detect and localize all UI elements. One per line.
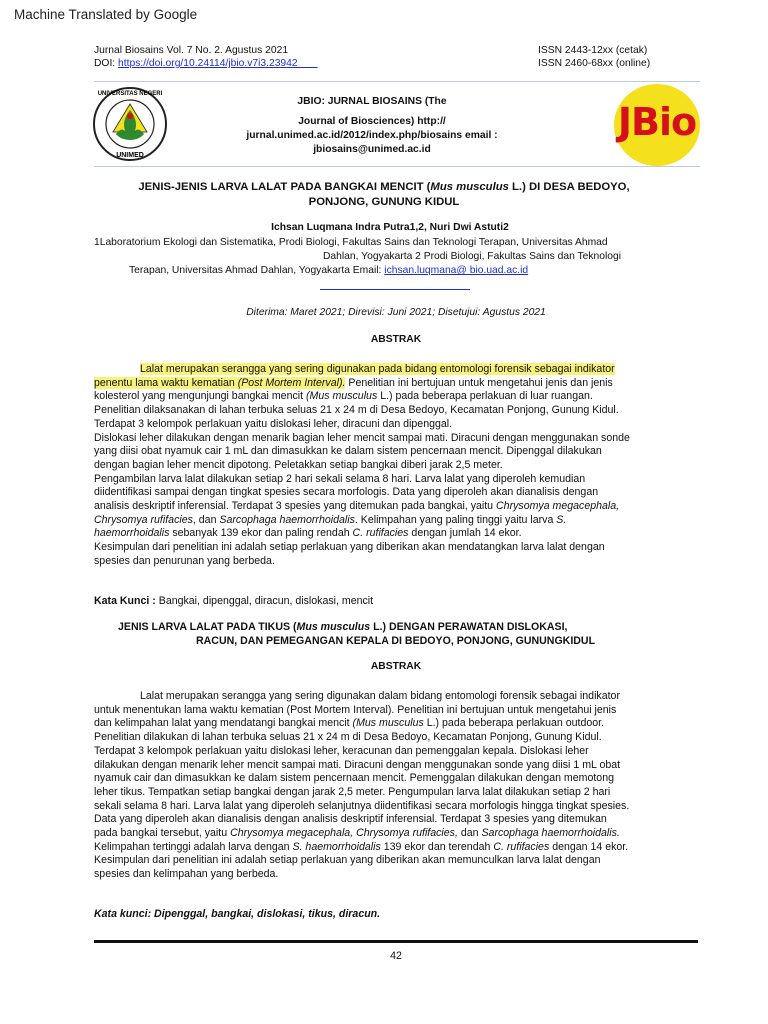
journal-citation: Jurnal Biosains Vol. 7 No. 2. Agustus 2021 [94,45,289,56]
abstract-heading-2: ABSTRAK [370,661,422,672]
abstract-line: Lalat merupakan serangga yang sering digunakan pada bidang entomologi forensik sebagai indikator [140,363,615,375]
abstract-body-1 [94,363,714,569]
title-part: L.) DENGAN PERAWATAN DISLOKASI, [370,621,568,633]
unimed-ring-text-top: UNIVERSITAS NEGERI [97,91,163,97]
abstract-italic: (Mus musculus [352,717,424,730]
article-title [60,180,708,209]
issn-print: ISSN 2443-12xx (cetak) [538,45,648,56]
affiliation-line-1: 1Laboratorium Ekologi dan Sistematika, Prodi Biologi, Fakultas Sains dan Teknologi Terapan, Universitas Ahmad [94,237,608,248]
title-line-2: PONJONG, GUNUNG KIDUL [308,195,460,208]
abstract-line: dengan 14 ekor. [549,840,629,853]
title-species: Mus musculus [296,621,371,633]
abstract-line: Data yang diperoleh akan dianalisis dengan analisis deskriptif inferensial. Terdapat 3 spesies yang ditemukan [94,813,607,826]
abstract-line: dengan bagian leher mencit dipotong. Peletakkan setiap bangkai diberi jarak 2,5 meter. [94,458,503,471]
jbio-logo-text: JBio [617,100,697,144]
keywords-line [94,595,373,607]
abstract-line: pada bangkai tersebut, yaitu [94,827,231,840]
abstract-italic: Sarcophaga haemorrhoidalis [219,513,355,526]
abstract-line: Penelitian dilaksanakan di lahan terbuka seluas 21 x 24 m di Desa Bedoyo, Kecamatan Ponjong, Gunung Kidul. [94,404,619,417]
abstract-line: sekali selama 8 hari. Larva lalat yang diperoleh selanjutnya diidentifikasi secara morfologis hingga tingkat spesies. [94,799,630,812]
abstract-line: diidentifikasi sampai dengan tingkat spesies secara morfologis. Data yang diperoleh akan dianalisis dengan [94,486,599,499]
title-part: L.) DI DESA BEDOYO, [508,181,630,193]
abstract-line: Lalat merupakan serangga yang sering digunakan dalam bidang entomologi forensik sebagai indikator [140,690,620,702]
secondary-keywords: Kata kunci: Dipenggal, bangkai, dislokasi, tikus, diracun. [94,908,381,920]
masthead-line-1: JBIO: JURNAL BIOSAINS (The [297,96,447,107]
affiliation-line-3 [129,264,528,278]
abstract-line: Penelitian ini bertujuan untuk mengetahui jenis dan jenis [345,376,613,389]
abstract-italic: Sarcophaga haemorrhoidalis. [481,827,620,840]
page-number: 42 [390,950,402,962]
abstract-italic: Chrysomya megacephala, [496,500,620,513]
abstract-line: 139 ekor dan terendah [380,840,494,853]
unimed-logo [92,86,168,162]
unimed-ring-text-bottom: UNIMED [116,152,144,159]
abstract-italic: (Post Mortem Interval). [237,376,346,389]
abstract-line: kolesterol yang mengunjungi bangkai mencit [94,390,307,403]
abstract-heading-1: ABSTRAK [370,334,422,345]
abstract-line: Dislokasi leher dilakukan dengan menarik bagian leher mencit sampai mati. Diracuni dengan menggunakan sonde [94,431,630,444]
abstract-line: Penelitian dilakukan di lahan terbuka seluas 21 x 24 m di Desa Bedoyo, Kecamatan Ponjong, Gunung Kidul. [94,731,602,744]
abstract-italic: Chrysomya rufifacies [94,513,193,526]
authors: Ichsan Luqmana Indra Putra1,2, Nuri Dwi Astuti2 [271,222,509,233]
abstract-line: Terdapat 3 kelompok perlakuan yaitu dislokasi leher, diracuni dan dipenggal. [94,417,453,430]
abstract-line: leher tikus. Tempatkan setiap bangkai dengan jarak 2,5 meter. Pengumpulan larva lalat dilakukan setiap 2 hari [94,785,611,798]
masthead-line-3: jurnal.unimed.ac.id/2012/index.php/biosains email : [246,130,498,141]
doi-underline-tail [298,58,318,69]
abstract-line: analisis deskriptif inferensial. Terdapat 3 spesies yang ditemukan pada bangkai, yaitu [94,500,497,513]
footer-rule [94,940,698,943]
abstract-italic: C. rufifacies [352,527,409,540]
abstract-line: penentu lama waktu kematian [94,376,238,389]
abstract-line: dengan jumlah 14 ekor. [408,527,522,540]
abstract-italic: Chrysomya megacephala, Chrysomya rufifacies, [230,827,458,840]
abstract-line: L.) pada beberapa perlakuan outdoor. [423,717,605,730]
secondary-title-line-1 [118,621,567,633]
abstract-line: nyamuk cair dan dimasukkan ke dalam sistem pencernaan mencit. Pemenggalan dilakukan dengan memotong [94,772,614,785]
title-species: Mus musculus [430,181,509,193]
abstract-line: sebanyak 139 ekor dan paling rendah [169,527,353,540]
abstract-line: dan kelimpahan lalat yang mendatangi bangkai mencit [94,717,353,730]
abstract-line: . Kelimpahan yang paling tinggi yaitu larva [354,513,557,526]
keywords-label: Kata Kunci : [94,595,156,607]
title-part: JENIS LARVA LALAT PADA TIKUS ( [118,621,297,633]
abstract-line: yang diisi obat nyamuk cair 1 mL dan dimasukkan ke dalam sistem pencernaan mencit. Dipenggal dilakukan [94,445,602,458]
abstract-body-2 [94,690,714,882]
secondary-title-line-2: RACUN, DAN PEMEGANGAN KEPALA DI BEDOYO, PONJONG, GUNUNGKIDUL [196,635,596,647]
affiliation-text: Terapan, Universitas Ahmad Dahlan, Yogyakarta Email: [129,265,385,276]
jbio-logo [614,84,700,166]
issn-online: ISSN 2460-68xx (online) [538,58,651,69]
email-underline-rule [320,289,470,290]
abstract-line: Kesimpulan dari penelitian ini adalah setiap perlakuan yang diberikan akan mendatangkan larva lalat dengan [94,541,605,554]
doi-label: DOI: [94,58,119,69]
abstract-line: Kelimpahan tertinggi adalah larva dengan [94,840,293,853]
abstract-line: Pengambilan larva lalat dilakukan setiap 2 hari sekali selama 8 hari. Larva lalat yang diperoleh kemudian [94,472,586,485]
translation-banner: Machine Translated by Google [14,7,198,22]
abstract-line: spesies dan kelimpahan yang berbeda. [94,868,279,881]
submission-dates: Diterima: Maret 2021; Direvisi: Juni 2021; Disetujui: Agustus 2021 [246,307,546,318]
abstract-line: Kesimpulan dari penelitian ini adalah setiap perlakuan yang diberikan akan memunculkan larva lalat dengan [94,854,601,867]
abstract-line: spesies dan penurunan yang berbeda. [94,554,275,567]
affiliation-line-2: Dahlan, Yogyakarta 2 Prodi Biologi, Fakultas Sains dan Teknologi [323,251,622,262]
masthead-line-4: jbiosains@unimed.ac.id [313,144,431,155]
masthead-line-2: Journal of Biosciences) http:// [298,116,446,127]
abstract-italic: (Mus musculus [306,390,378,403]
abstract-line: dilakukan dengan menarik leher mencit sampai mati. Diracuni dengan menggunakan sonde yang diisi 1 mL obat [94,758,621,771]
header-rule-top [94,81,700,82]
abstract-italic: C. rufifacies [493,840,550,853]
abstract-italic: haemorrhoidalis [94,527,170,540]
author-email-link[interactable]: ichsan.luqmana@ bio.uad.ac.id [384,265,529,276]
title-part: JENIS-JENIS LARVA LALAT PADA BANGKAI MENCIT ( [138,181,431,193]
keywords-text: Bangkai, dipenggal, diracun, dislokasi, mencit [155,595,374,607]
doi-link[interactable]: https://doi.org/10.24114/jbio.v7i3.23942 [118,58,298,69]
abstract-line: , dan [192,513,220,526]
doi-line [94,57,318,70]
abstract-line: untuk menentukan lama waktu kematian (Post Mortem Interval). Penelitian ini bertujuan untuk mengetahui jenis [94,703,617,716]
abstract-line: Terdapat 3 kelompok perlakuan yaitu dislokasi leher, keracunan dan pemenggalan kepala. Dislokasi leher [94,744,589,757]
header-rule-bottom [94,166,700,167]
abstract-line: L.) pada beberapa perlakuan di luar ruangan. [377,390,593,403]
abstract-line: dan [457,827,482,840]
abstract-italic: S. [556,513,567,526]
abstract-italic: S. haemorrhoidalis [292,840,381,853]
